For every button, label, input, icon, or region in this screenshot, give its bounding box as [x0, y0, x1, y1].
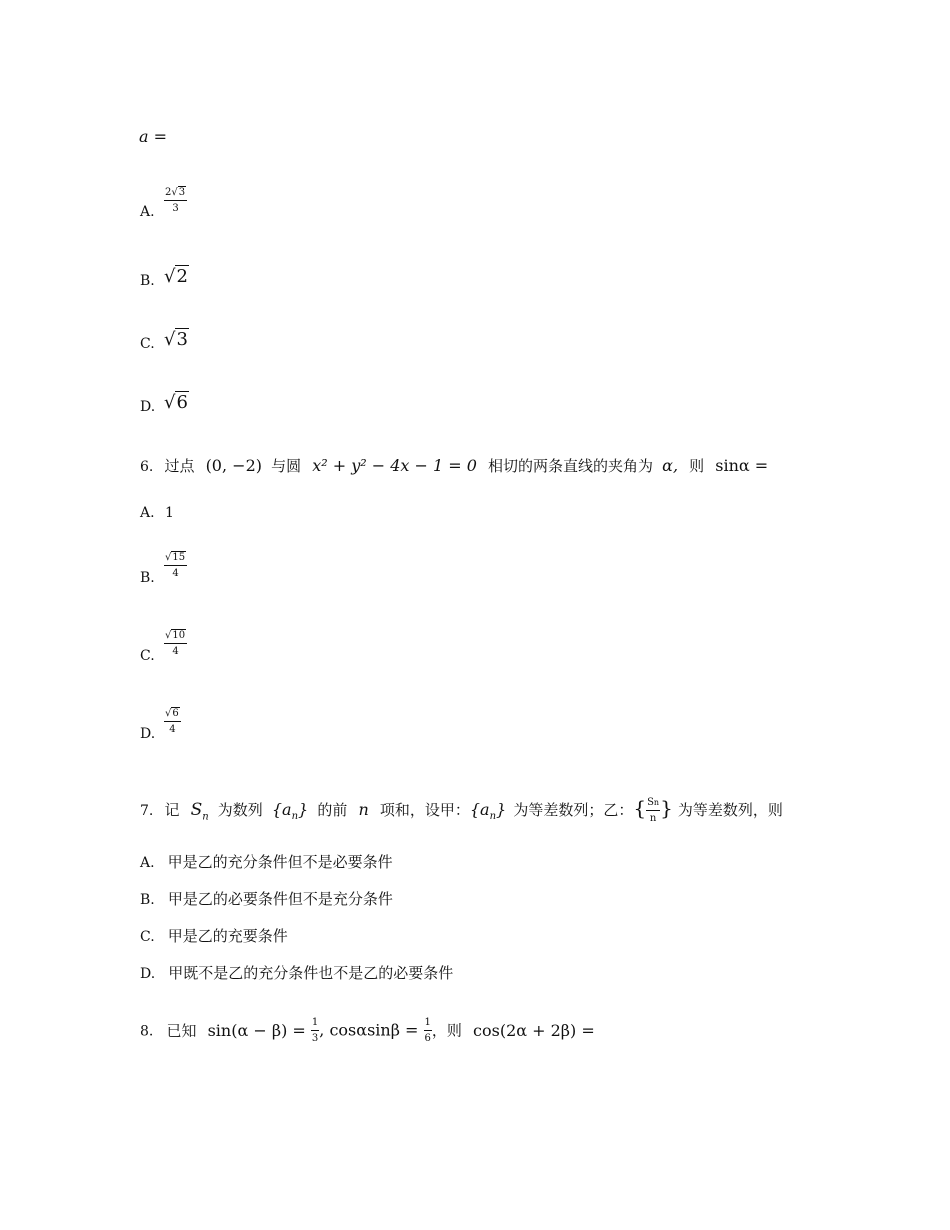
q5-option-a-label: A.: [140, 204, 155, 220]
q5-option-a-value: $\frac{2√3}{3}$: [165, 187, 186, 214]
q6-stem: 6. 过点 (0, −2) 与圆 x² + y² − 4x − 1 = 0 相切的两条直线的夹角为 α, 则 sinα =: [140, 456, 769, 475]
q5-option-c-label: C.: [140, 336, 155, 352]
q5-option-d-value: √6: [164, 392, 188, 413]
q6-option-c-value: $\frac{√10}{4}$: [165, 630, 186, 657]
q7-option-d: D. 甲既不是乙的充分条件也不是乙的必要条件: [140, 964, 454, 982]
q6-option-a-value: 1: [165, 505, 174, 521]
q7-option-a: A. 甲是乙的充分条件但不是必要条件: [140, 853, 393, 871]
q6-option-d-label: D.: [140, 726, 156, 742]
q7-option-c: C. 甲是乙的充要条件: [140, 927, 288, 945]
q5-option-b-value: √2: [164, 266, 188, 287]
q6-option-b-label: B.: [140, 570, 155, 586]
q6-option-c-label: C.: [140, 648, 155, 664]
q8-stem: 8. 已知 sin(α − β) = $\frac{1}{3}$ , cosαsinβ = $\frac{1}{6}$ ，则 cos(2α + 2β) =: [140, 1017, 595, 1044]
q6-option-a-label: A.: [140, 505, 155, 521]
q5-option-c-value: √3: [164, 329, 188, 350]
q6-option-b-value: $\frac{√15}{4}$: [165, 552, 186, 579]
q5-answer-lhs: a =: [139, 127, 168, 146]
q6-option-d-value: $\frac{√6}{4}$: [165, 708, 179, 735]
q7-stem: 7. 记 $S_n$ 为数列 $\{a_n\}$ 的前 n 项和，设甲：$\{a_n\}$ 为等差数列；乙：{ $\frac{Sn}{n}$ } 为等差数列，则: [140, 796, 783, 824]
q7-option-b: B. 甲是乙的必要条件但不是充分条件: [140, 890, 393, 908]
q5-option-d-label: D.: [140, 399, 156, 415]
q5-option-b-label: B.: [140, 273, 155, 289]
